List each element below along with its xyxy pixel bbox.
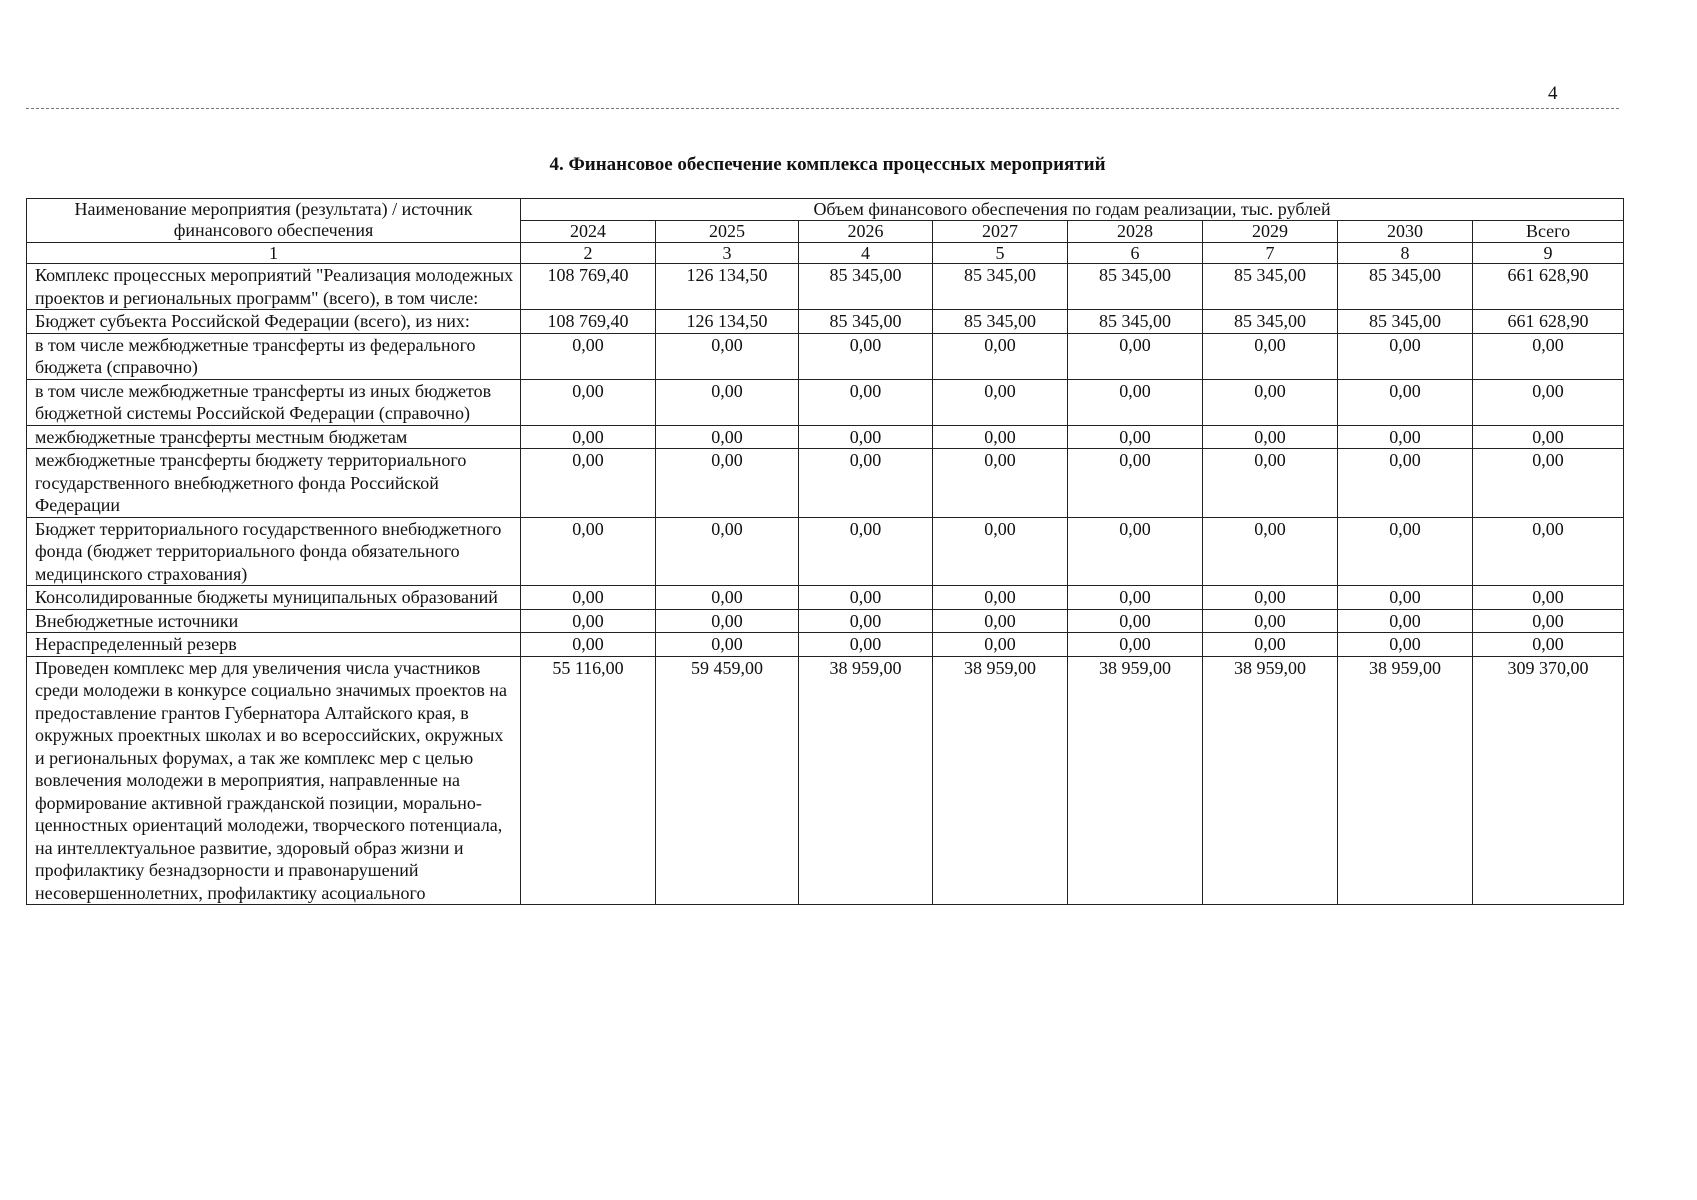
value-cell: 0,00 — [1068, 333, 1203, 379]
total-value-cell: 661 628,90 — [1473, 310, 1624, 334]
value-cell: 85 345,00 — [1338, 264, 1473, 310]
value-cell: 0,00 — [521, 586, 656, 610]
value-cell: 0,00 — [799, 633, 933, 657]
row-name-cell: Консолидированные бюджеты муниципальных образований — [27, 586, 521, 610]
value-cell: 0,00 — [656, 609, 799, 633]
table-row — [27, 379, 1624, 425]
page-number: 4 — [1548, 83, 1558, 104]
column-number: 9 — [1473, 243, 1624, 264]
table-row — [27, 333, 1624, 379]
year-header: 2028 — [1068, 221, 1203, 243]
column-number: 7 — [1203, 243, 1338, 264]
row-name-cell: Нераспределенный резерв — [27, 633, 521, 657]
value-cell: 38 959,00 — [1068, 656, 1203, 905]
table-row — [27, 517, 1624, 586]
value-cell: 0,00 — [521, 425, 656, 449]
value-cell: 0,00 — [1203, 609, 1338, 633]
value-cell: 0,00 — [933, 609, 1068, 633]
value-cell: 108 769,40 — [521, 264, 656, 310]
table-row — [27, 633, 1624, 657]
column-number: 5 — [933, 243, 1068, 264]
value-cell: 0,00 — [933, 379, 1068, 425]
financing-table — [26, 198, 1624, 905]
year-header: 2030 — [1338, 221, 1473, 243]
row-name-cell: Бюджет субъекта Российской Федерации (всего), из них: — [27, 310, 521, 334]
row-name-cell: Внебюджетные источники — [27, 609, 521, 633]
total-value-cell: 0,00 — [1473, 449, 1624, 518]
value-cell: 126 134,50 — [656, 310, 799, 334]
column-number: 4 — [799, 243, 933, 264]
value-cell: 0,00 — [1338, 609, 1473, 633]
value-cell: 0,00 — [1068, 449, 1203, 518]
value-cell: 0,00 — [799, 609, 933, 633]
value-cell: 0,00 — [1203, 379, 1338, 425]
value-cell: 0,00 — [1203, 517, 1338, 586]
value-cell: 0,00 — [1203, 449, 1338, 518]
table-row — [27, 609, 1624, 633]
value-cell: 0,00 — [1338, 425, 1473, 449]
value-cell: 85 345,00 — [1203, 310, 1338, 334]
value-cell: 0,00 — [933, 333, 1068, 379]
value-cell: 85 345,00 — [1068, 310, 1203, 334]
year-header: 2025 — [656, 221, 799, 243]
table-row — [27, 656, 1624, 905]
value-cell: 0,00 — [1338, 586, 1473, 610]
table-row — [27, 449, 1624, 518]
total-value-cell: 309 370,00 — [1473, 656, 1624, 905]
total-value-cell: 0,00 — [1473, 379, 1624, 425]
value-cell: 85 345,00 — [933, 264, 1068, 310]
value-cell: 0,00 — [521, 379, 656, 425]
column-number: 8 — [1338, 243, 1473, 264]
row-name-cell: межбюджетные трансферты местным бюджетам — [27, 425, 521, 449]
value-cell: 0,00 — [656, 425, 799, 449]
total-value-cell: 0,00 — [1473, 586, 1624, 610]
value-cell: 0,00 — [521, 517, 656, 586]
total-value-cell: 0,00 — [1473, 425, 1624, 449]
value-cell: 0,00 — [1068, 425, 1203, 449]
value-cell: 0,00 — [1068, 609, 1203, 633]
value-cell: 108 769,40 — [521, 310, 656, 334]
value-cell: 0,00 — [1203, 425, 1338, 449]
value-cell: 0,00 — [799, 425, 933, 449]
value-cell: 0,00 — [933, 449, 1068, 518]
value-cell: 0,00 — [656, 333, 799, 379]
year-header: 2024 — [521, 221, 656, 243]
year-header: 2029 — [1203, 221, 1338, 243]
table-row — [27, 586, 1624, 610]
total-value-cell: 661 628,90 — [1473, 264, 1624, 310]
value-cell: 59 459,00 — [656, 656, 799, 905]
value-cell: 0,00 — [521, 609, 656, 633]
value-cell: 0,00 — [799, 333, 933, 379]
value-cell: 0,00 — [933, 425, 1068, 449]
table-row — [27, 425, 1624, 449]
value-cell: 0,00 — [799, 379, 933, 425]
name-column-header: Наименование мероприятия (результата) / источник финансового обеспечения — [27, 199, 521, 243]
value-cell: 85 345,00 — [933, 310, 1068, 334]
row-name-cell: в том числе межбюджетные трансферты из федерального бюджета (справочно) — [27, 333, 521, 379]
row-name-cell: Комплекс процессных мероприятий "Реализация молодежных проектов и региональных программ" (всего), в том числе: — [27, 264, 521, 310]
header-row-1 — [27, 199, 1624, 221]
value-cell: 0,00 — [1338, 379, 1473, 425]
value-cell: 0,00 — [656, 586, 799, 610]
value-cell: 0,00 — [656, 449, 799, 518]
value-cell: 0,00 — [1203, 633, 1338, 657]
column-number: 3 — [656, 243, 799, 264]
value-cell: 38 959,00 — [933, 656, 1068, 905]
table-row — [27, 310, 1624, 334]
value-cell: 0,00 — [1338, 633, 1473, 657]
header-rule — [26, 108, 1619, 109]
value-cell: 0,00 — [933, 586, 1068, 610]
total-value-cell: 0,00 — [1473, 633, 1624, 657]
value-cell: 0,00 — [1203, 586, 1338, 610]
value-cell: 0,00 — [656, 379, 799, 425]
row-name-cell: в том числе межбюджетные трансферты из иных бюджетов бюджетной системы Российской Федерации (справочно) — [27, 379, 521, 425]
total-value-cell: 0,00 — [1473, 517, 1624, 586]
column-number-row — [27, 243, 1624, 264]
column-number: 1 — [27, 243, 521, 264]
value-cell: 0,00 — [1203, 333, 1338, 379]
value-cell: 85 345,00 — [1203, 264, 1338, 310]
value-cell: 0,00 — [1338, 449, 1473, 518]
row-name-cell: Бюджет территориального государственного внебюджетного фонда (бюджет территориального фонда обязательного медицинского страхования) — [27, 517, 521, 586]
year-header: 2026 — [799, 221, 933, 243]
value-cell: 0,00 — [521, 333, 656, 379]
value-cell: 55 116,00 — [521, 656, 656, 905]
value-cell: 85 345,00 — [1338, 310, 1473, 334]
value-cell: 0,00 — [656, 633, 799, 657]
value-cell: 126 134,50 — [656, 264, 799, 310]
value-cell: 0,00 — [656, 517, 799, 586]
value-cell: 0,00 — [1068, 379, 1203, 425]
value-cell: 0,00 — [521, 633, 656, 657]
value-cell: 0,00 — [1068, 586, 1203, 610]
volume-group-header: Объем финансового обеспечения по годам реализации, тыс. рублей — [521, 199, 1624, 221]
value-cell: 0,00 — [933, 633, 1068, 657]
value-cell: 38 959,00 — [1338, 656, 1473, 905]
value-cell: 0,00 — [799, 517, 933, 586]
value-cell: 0,00 — [1338, 333, 1473, 379]
total-value-cell: 0,00 — [1473, 333, 1624, 379]
value-cell: 0,00 — [799, 449, 933, 518]
value-cell: 85 345,00 — [799, 310, 933, 334]
value-cell: 38 959,00 — [799, 656, 933, 905]
value-cell: 0,00 — [1068, 633, 1203, 657]
table-row — [27, 264, 1624, 310]
value-cell: 38 959,00 — [1203, 656, 1338, 905]
value-cell: 0,00 — [933, 517, 1068, 586]
row-name-cell: межбюджетные трансферты бюджету территориального государственного внебюджетного фонда Российской Федерации — [27, 449, 521, 518]
column-number: 6 — [1068, 243, 1203, 264]
value-cell: 0,00 — [799, 586, 933, 610]
value-cell: 0,00 — [521, 449, 656, 518]
year-header: 2027 — [933, 221, 1068, 243]
section-title: 4. Финансовое обеспечение комплекса процессных мероприятий — [549, 154, 1106, 175]
row-name-cell: Проведен комплекс мер для увеличения числа участников среди молодежи в конкурсе социально значимых проектов на предоставление грантов Губернатора Алтайского края, в окружных проектных школах и во всероссийских, окружных и региональных форумах, а так же комплекс мер с целью вовлечения молодежи в мероприятия, направленные на формирование активной гражданской позиции, морально-ценностных ориентаций молодежи, творческого потенциала, на интеллектуальное развитие, здоровый образ жизни и профилактику безнадзорности и правонарушений несовершеннолетних, профилактику асоциального — [27, 656, 521, 905]
total-header: Всего — [1473, 221, 1624, 243]
value-cell: 85 345,00 — [799, 264, 933, 310]
total-value-cell: 0,00 — [1473, 609, 1624, 633]
value-cell: 0,00 — [1338, 517, 1473, 586]
value-cell: 85 345,00 — [1068, 264, 1203, 310]
column-number: 2 — [521, 243, 656, 264]
value-cell: 0,00 — [1068, 517, 1203, 586]
